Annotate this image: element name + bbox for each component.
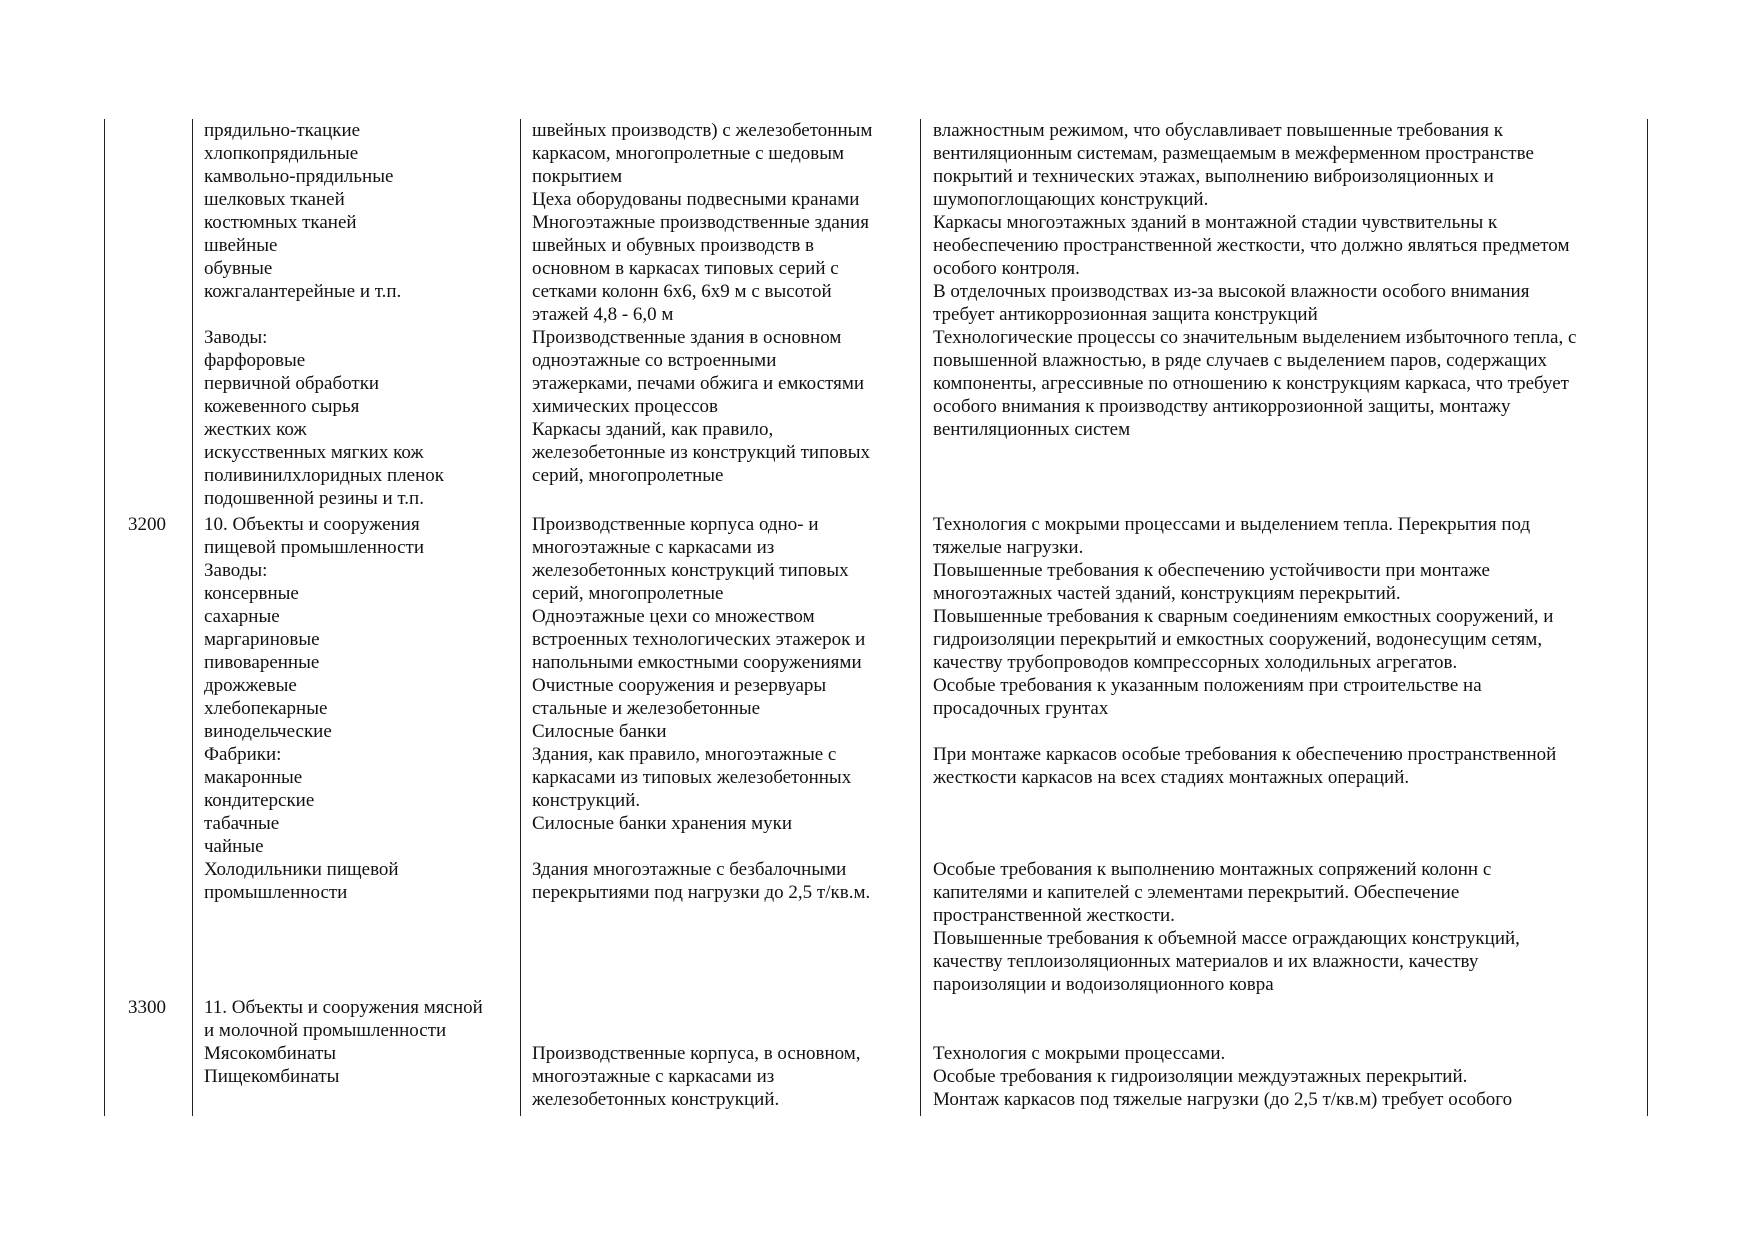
structures-light-industry: швейных производств) с железобетонным каркасом, многопролетные с шедовым покрытием Цеха оборудованы подвесными кранами Многоэтажные производственные здания швейных и обувных производств в основном в каркасах типовых серий с сетками колонн 6х6, 6х9 м с высотой этажей 4,8 - 6,0 м [532, 120, 873, 325]
requirements-meat-plants: Технология с мокрыми процессами. Особые требования к гидроизоляции междуэтажных перекрытий. Монтаж каркасов под тяжелые нагрузки (до 2,5 т/кв.м) требует особого [933, 1043, 1513, 1110]
table-divider-objects [520, 119, 521, 1116]
objects-meat-plants: Мясокомбинаты Пищекомбинаты [204, 1043, 340, 1087]
requirements-light-industry: влажностным режимом, что обуславливает повышенные требования к вентиляционным системам, размещаемым в межферменном пространстве покрытий и технических этажах, выполнению виброизоляционных и шумопоглощающих конструкций. Каркасы многоэтажных зданий в монтажной стадии чувствительны к необеспечению пространственной жесткости, что должно являться предметом особого контроля. В отделочных производствах из-за высокой влажности особого внимания требует антикоррозионная защита конструкций [933, 120, 1570, 325]
structures-meat-plants: Производственные корпуса, в основном, многоэтажные с каркасами из железобетонных конструкций. [532, 1043, 861, 1110]
requirements-leather-plants: Технологические процессы со значительным выделением избыточного тепла, с повышенной влажностью, в ряде случаев с выделением паров, содержащих компоненты, агрессивные по отношению к конструкциям каркаса, что требует особого внимания к производству антикоррозионной защиты, монтажу вентиляционных систем [933, 327, 1577, 440]
row-code-3200: 3200 [128, 514, 166, 535]
objects-food-industry: 10. Объекты и сооружения пищевой промышленности Заводы: консервные сахарные маргариновые пивоваренные дрожжевые хлебопекарные винодельческие Фабрики: макаронные кондитерские табачные чайные [204, 514, 425, 857]
row-code-3300: 3300 [128, 997, 166, 1018]
requirements-food-industry: Технология с мокрыми процессами и выделением тепла. Перекрытия под тяжелые нагрузки. Повышенные требования к обеспечению устойчивости при монтаже многоэтажных частей зданий, конструкциям перекрытий. Повышенные требования к сварным соединениям емкостных сооружений, и гидроизоляции перекрытий и емкостных сооружений, водонесущим сетям, качеству трубопроводов компрессорных холодильных агрегатов. Особые требования к указанным положениям при строительстве на просадочных грунтах При монтаже каркасов особые требования к обеспечению пространственной жесткости каркасов на всех стадиях монтажных операций. [933, 514, 1557, 788]
objects-light-industry: прядильно-ткацкие хлопкопрядильные камвольно-прядильные шелковых тканей костюмных тканей швейные обувные кожгалантерейные и т.п. [204, 120, 402, 302]
objects-refrigerators: Холодильники пищевой промышленности [204, 859, 399, 903]
requirements-refrigerators: Особые требования к выполнению монтажных сопряжений колонн с капителями и капителей с элементами перекрытий. Обеспечение пространственной жесткости. Повышенные требования к объемной массе ограждающих конструкций, качеству теплоизоляционных материалов и их влажности, качеству пароизоляции и водоизоляционного ковра [933, 859, 1520, 995]
table-border-left [104, 119, 105, 1116]
table-border-right [1647, 119, 1648, 1116]
table-divider-structures [920, 119, 921, 1116]
structures-leather-plants: Производственные здания в основном одноэтажные со встроенными этажерками, печами обжига и емкостями химических процессов Каркасы зданий, как правило, железобетонные из конструкций типовых серий, многопролетные [532, 327, 870, 486]
objects-leather-plants: Заводы: фарфоровые первичной обработки кожевенного сырья жестких кож искусственных мягких кож поливинилхлоридных пленок подошвенной резины и т.п. [204, 327, 445, 509]
structures-refrigerators: Здания многоэтажные с безбалочными перекрытиями под нагрузки до 2,5 т/кв.м. [532, 859, 871, 903]
objects-meat-dairy-title: 11. Объекты и сооружения мясной и молочной промышленности [204, 997, 483, 1041]
structures-food-industry: Производственные корпуса одно- и многоэтажные с каркасами из железобетонных конструкций типовых серий, многопролетные Одноэтажные цехи со множеством встроенных технологических этажерок и напольными емкостными сооружениями Очистные сооружения и резервуары стальные и железобетонные Силосные банки Здания, как правило, многоэтажные с каркасами из типовых железобетонных конструкций. Силосные банки хранения муки [532, 514, 866, 834]
table-divider-code [192, 119, 193, 1116]
